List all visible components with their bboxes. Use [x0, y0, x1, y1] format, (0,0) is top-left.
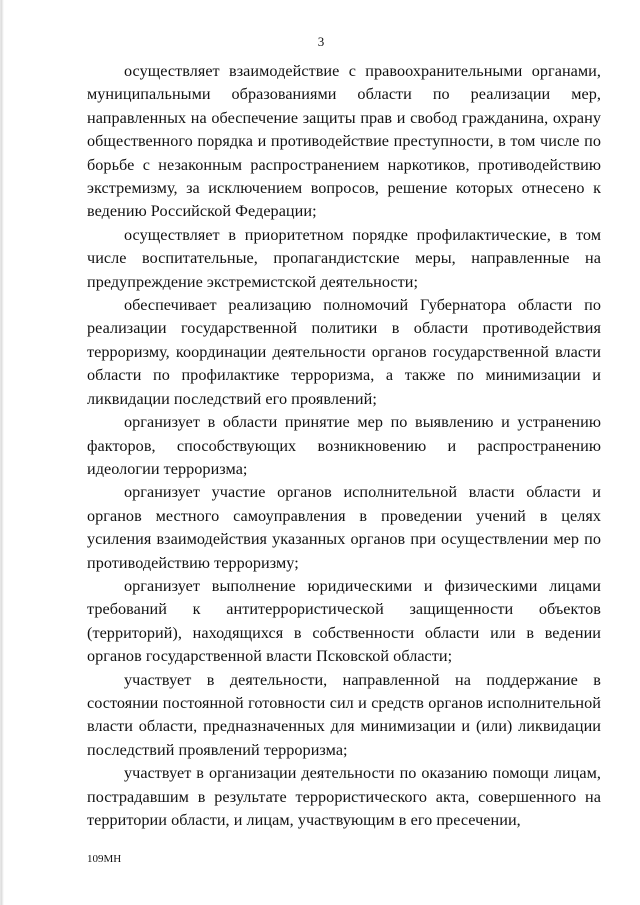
- page-number: 3: [317, 34, 325, 49]
- paragraph-governor-powers: обеспечивает реализацию полномочий Губернатора области по реализации государственной политики в области противодействия терроризму, координации деятельности органов государственной власти области по профилактике терроризма, а также по минимизации и ликвидации последствий его проявлений;: [87, 296, 601, 408]
- scan-edge: [1, 0, 4, 905]
- paragraph-victim-assistance: участвует в организации деятельности по оказанию помощи лицам, пострадавшим в результате террористического акта, совершенного на территории области, и лицам, участвующим в его пресечении,: [87, 764, 601, 829]
- paragraph-readiness-forces: участвует в деятельности, направленной на поддержание в состоянии постоянной готовности сил и средств органов исполнительной власти области, предназначенных для минимизации и (или) ликвидации последствий проявлений терроризма;: [87, 670, 601, 759]
- paragraph-antiterror-protection: организует выполнение юридическими и физическими лицами требований к антитеррористической защищенности объектов (территорий), находящихся в собственности области или в ведении органов государственной власти Псковской области;: [87, 576, 601, 666]
- paragraph-law-enforcement-cooperation: осуществляет взаимодействие с правоохранительными органами, муниципальными образованиями области по реализации мер, направленных на обеспечение защиты прав и свобод гражданина, охрану общественного порядка и противодействие преступности, в том числе по борьбе с незаконным распространением наркотиков, противодействию экстремизму, за исключением вопросов, решение которых отнесено к ведению Российской Федерации;: [87, 62, 601, 221]
- document-body: [87, 60, 601, 832]
- paragraph-extremism-prevention: осуществляет в приоритетном порядке профилактические, в том числе воспитательные, пропагандистские меры, направленные на предупреждение экстремистской деятельности;: [87, 225, 601, 291]
- paragraph-exercises-participation: организует участие органов исполнительной власти области и органов местного самоуправления в проведении учений в целях усиления взаимодействия указанных органов при осуществлении мер по противодействию терроризму;: [87, 483, 601, 572]
- paragraph-terrorism-ideology-factors: организует в области принятие мер по выявлению и устранению факторов, способствующих возникновению и распространению идеологии терроризма;: [87, 413, 601, 478]
- footer-code: 109МН: [87, 853, 122, 865]
